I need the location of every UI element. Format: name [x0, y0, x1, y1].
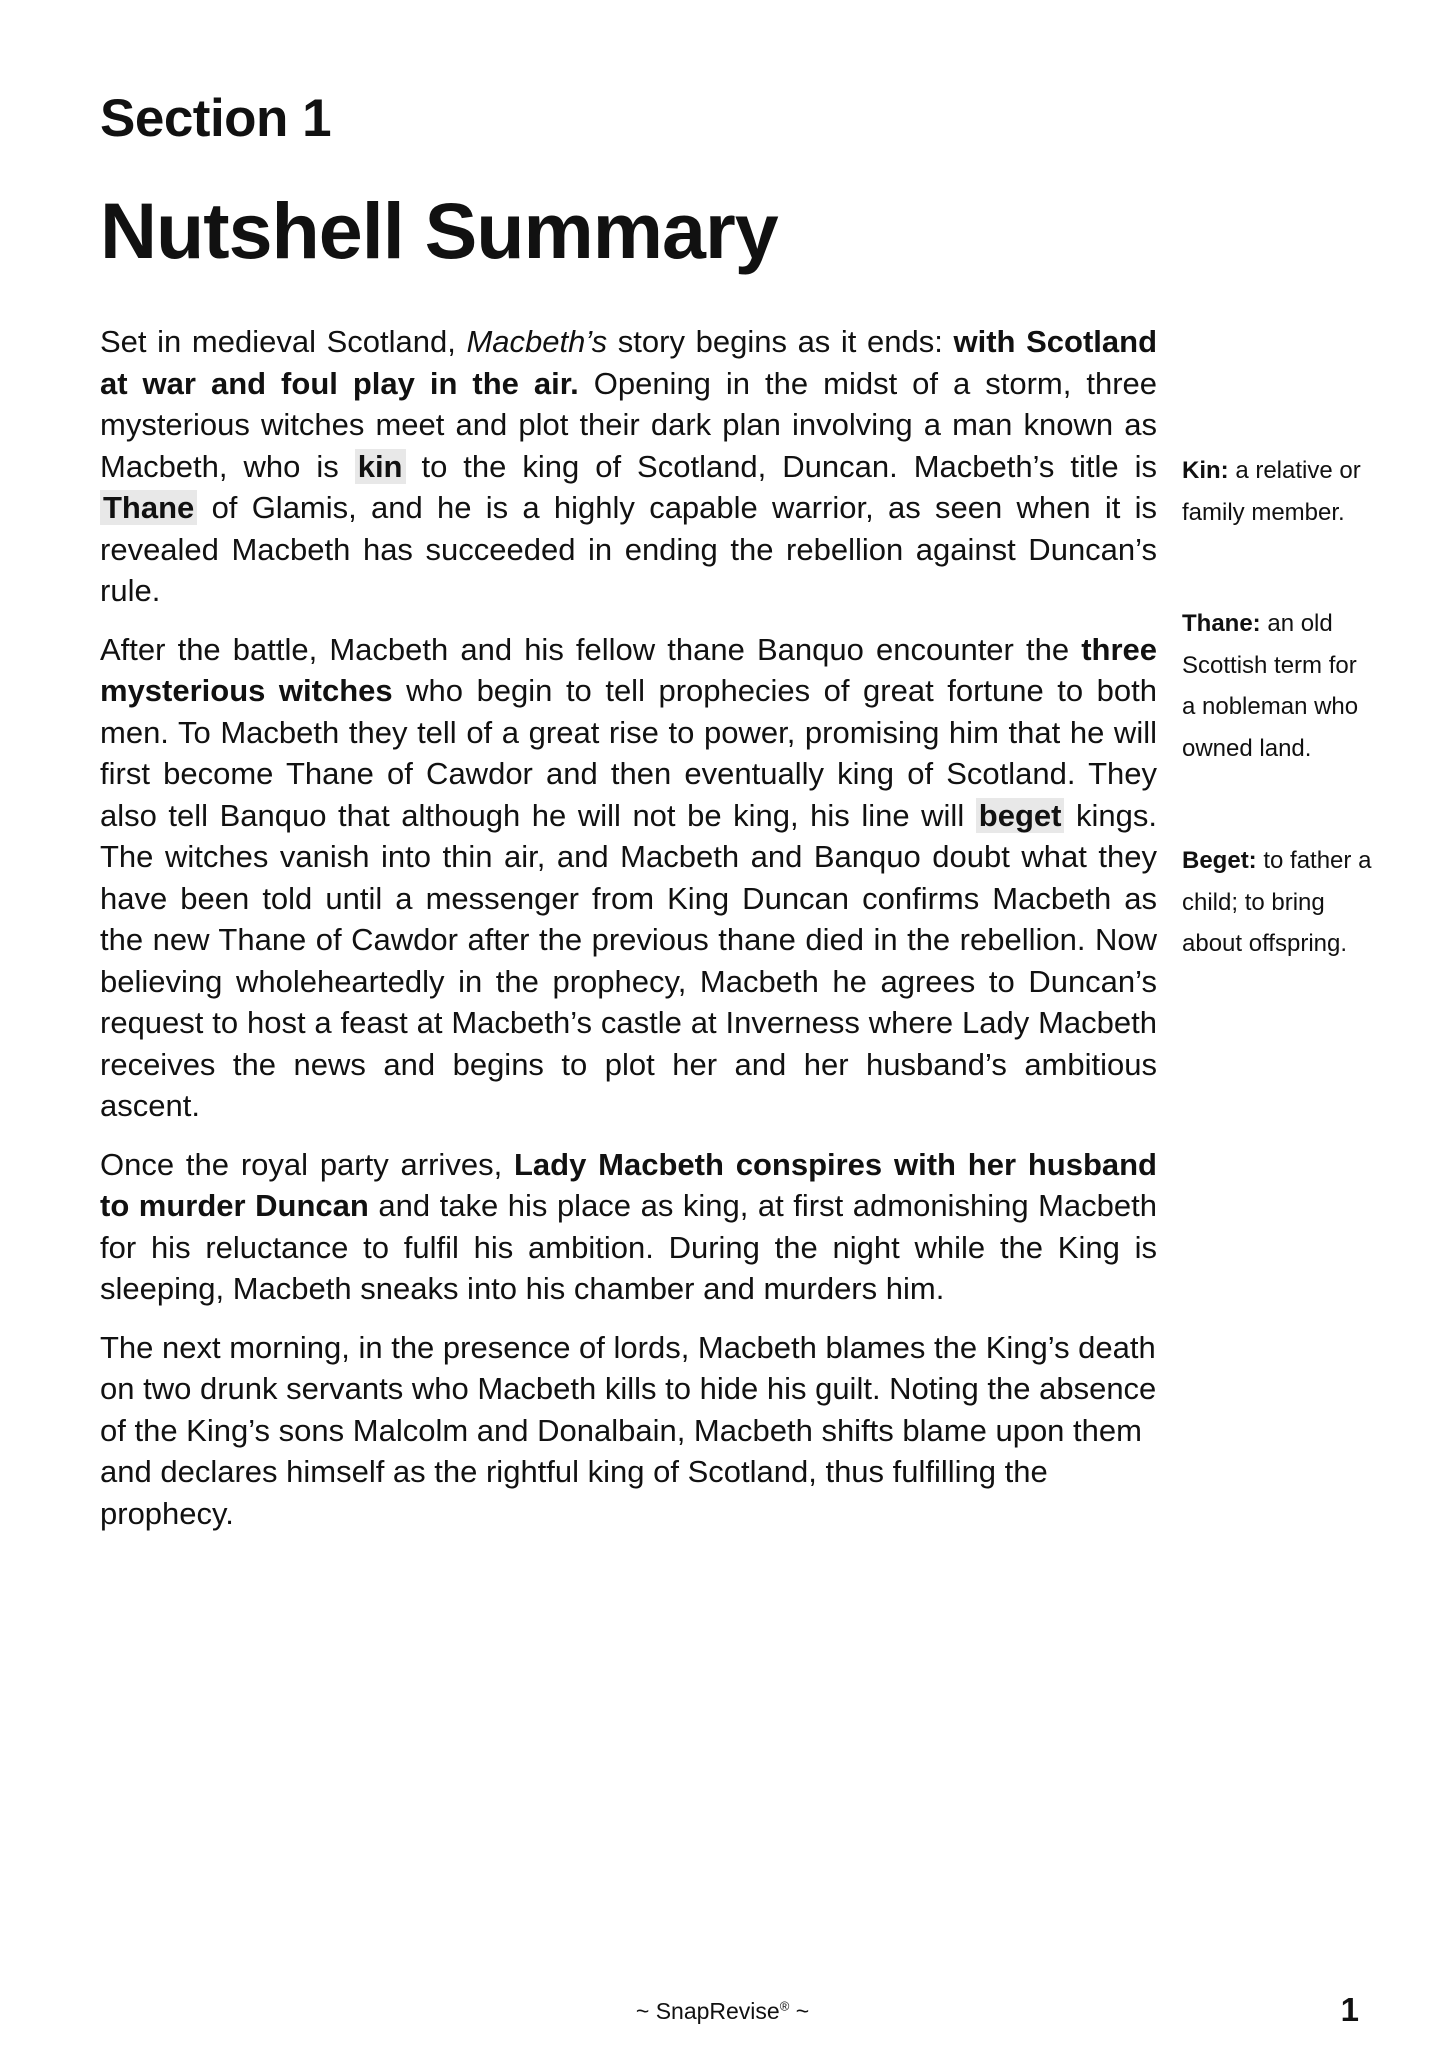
footer-brand	[0, 1998, 1445, 2025]
tilde-left: ~	[635, 1998, 650, 2024]
glossary-note-beget	[1182, 840, 1372, 965]
text-run: to the king of Scotland, Duncan. Macbeth’s title is	[405, 448, 1158, 484]
paragraph-4	[100, 1327, 1157, 1535]
text-run: who begin to tell prophecies of great fortune to both men. To Macbeth they tell of a great rise to power, promising him that he will first become Thane of Cawdor and then eventually king of Scotland. They also tell Banquo that although he will not be king, his line will	[100, 673, 1157, 833]
text-run: of Glamis, and he is a highly capable warrior, as seen when it is revealed Macbeth has succeeded in ending the rebellion against Duncan’s rule.	[100, 490, 1157, 608]
glossary-definition: to father a child; to bring about offspring.	[1182, 847, 1372, 957]
glossary-definition: an old Scottish term for a nobleman who owned land.	[1182, 610, 1359, 762]
glossary-term: Thane:	[1182, 610, 1261, 637]
page-number: 1	[1340, 1991, 1359, 2028]
glossary-highlight-beget: beget	[976, 798, 1065, 833]
text-run: Set in medieval Scotland,	[100, 324, 467, 359]
glossary-definition: a relative or family member.	[1182, 457, 1361, 526]
text-run: story begins as it ends:	[607, 324, 954, 359]
text-run: After the battle, Macbeth and his fellow thane Banquo encounter the	[100, 631, 1082, 667]
paragraph-1	[100, 321, 1157, 612]
text-run: and take his place as king, at first admonishing Macbeth for his reluctance to fulfil his ambition. During the night while the King is sleeping, Macbeth sneaks into his chamber and murders him.	[100, 1188, 1157, 1306]
play-title-italic: Macbeth’s	[466, 324, 608, 359]
tilde-right: ~	[795, 1998, 810, 2024]
emphasis-text: with Scotland at war and foul play in the air.	[100, 324, 1158, 401]
glossary-term: Kin:	[1182, 457, 1229, 484]
text-run: kings. The witches vanish into thin air, and Macbeth and Banquo doubt what they have been told until a messenger from King Duncan confirms Macbeth as the new Thane of Cawdor after the previous thane died in the rebellion. Now believing wholeheartedly in the prophecy, Macbeth he agrees to Duncan’s request to host a feast at Macbeth’s castle at Inverness where Lady Macbeth receives the news and begins to plot her and her husband’s ambitious ascent.	[100, 797, 1157, 1123]
paragraph-2	[100, 629, 1157, 1127]
glossary-highlight-thane: Thane	[100, 490, 197, 525]
glossary-term: Beget:	[1182, 847, 1257, 874]
text-run: The next morning, in the presence of lords, Macbeth blames the King’s death on two drunk servants who Macbeth kills to hide his guilt. Noting the absence of the King’s sons Malcolm and Donalbain, Macbeth shifts blame upon them and declares himself as the rightful king of Scotland, thus fulfilling the prophecy.	[100, 1329, 1157, 1531]
page-title: Nutshell Summary	[100, 186, 778, 275]
registered-mark: ®	[779, 1998, 790, 2014]
text-run: Once the royal party arrives,	[100, 1146, 514, 1182]
summary-body	[100, 321, 1157, 1551]
emphasis-text: Lady Macbeth conspires with her husband to murder Duncan	[100, 1146, 1157, 1223]
text-run: Opening in the midst of a storm, three mysterious witches meet and plot their dark plan involving a man known as Macbeth, who is	[100, 365, 1158, 484]
glossary-note-thane	[1182, 603, 1372, 769]
brand-name: SnapRevise	[655, 1998, 780, 2024]
emphasis-text: three mysterious witches	[100, 631, 1157, 708]
section-label: Section 1	[100, 89, 332, 148]
glossary-highlight-kin: kin	[355, 449, 406, 484]
paragraph-3	[100, 1144, 1157, 1310]
glossary-note-kin	[1182, 450, 1372, 533]
